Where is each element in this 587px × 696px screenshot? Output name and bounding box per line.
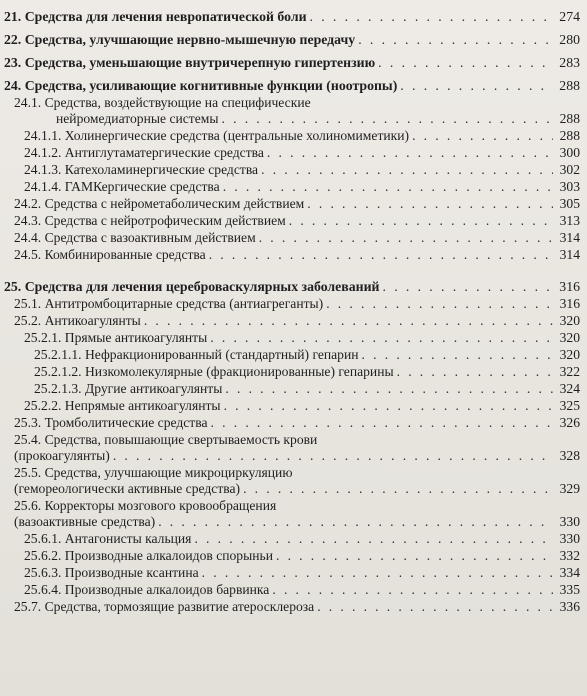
toc-leader <box>317 599 553 615</box>
toc-entry-25-2 <box>4 313 580 329</box>
toc-entry-24-1-4 <box>4 179 580 195</box>
toc-page: 313 <box>559 213 580 228</box>
toc-page: 316 <box>559 296 580 311</box>
toc-title: 24. Средства, усиливающие когнитивные функции (ноотропы) <box>4 78 398 93</box>
toc-leader <box>326 296 553 312</box>
toc-page: 332 <box>559 548 580 563</box>
toc-title: 25.3. Тромболитические средства <box>14 415 208 430</box>
table-of-contents <box>4 6 580 615</box>
toc-leader <box>267 145 553 161</box>
toc-title: 25.2.1.3. Другие антикоагулянты <box>34 381 223 396</box>
toc-entry-24-3 <box>4 213 580 229</box>
toc-title: 25.6.3. Производные ксантина <box>24 565 199 580</box>
toc-leader <box>259 230 553 246</box>
toc-title: 23. Средства, уменьшающие внутричерепную гипертензию <box>4 55 376 70</box>
toc-title: 25.2.1.1. Нефракционированный (стандартный) гепарин <box>34 347 359 362</box>
toc-leader <box>202 565 553 581</box>
toc-title: 25.2.2. Непрямые антикоагулянты <box>24 398 221 413</box>
toc-leader <box>113 448 553 464</box>
toc-page: 336 <box>559 599 580 614</box>
toc-leader <box>243 481 553 497</box>
toc-leader <box>276 548 553 564</box>
toc-entry-24-4 <box>4 230 580 246</box>
toc-title: 24.1.3. Катехоламинергические средства <box>24 162 259 177</box>
toc-leader <box>358 32 553 48</box>
toc-entry-25-2-2 <box>4 398 580 414</box>
toc-entry-24-2 <box>4 196 580 212</box>
toc-entry-25 <box>4 279 580 295</box>
toc-page: 288 <box>559 111 580 126</box>
toc-leader <box>225 381 553 397</box>
toc-page: 329 <box>559 481 580 496</box>
toc-entry-line <box>14 481 580 497</box>
toc-title: 25.4. Средства, повышающие свертываемость крови <box>14 432 318 447</box>
toc-title: 22. Средства, улучшающие нервно-мышечную передачу <box>4 32 356 47</box>
toc-page: 300 <box>559 145 580 160</box>
toc-page: 320 <box>559 330 580 345</box>
toc-entry-24-1-2 <box>4 145 580 161</box>
toc-entry-24 <box>4 78 580 94</box>
toc-entry-25-2-1-1 <box>4 347 580 363</box>
toc-page: 316 <box>559 279 580 294</box>
toc-entry-25-4 <box>4 432 580 464</box>
toc-title: 24.5. Комбинированные средства <box>14 247 206 262</box>
toc-leader <box>272 582 553 598</box>
toc-entry-25-6-2 <box>4 548 580 564</box>
toc-page: 288 <box>559 78 580 93</box>
toc-title: 24.1.1. Холинергические средства (центральные холиномиметики) <box>24 128 410 143</box>
toc-leader <box>289 213 553 229</box>
toc-leader <box>362 347 553 363</box>
toc-title: 25.6.1. Антагонисты кальция <box>24 531 192 546</box>
toc-entry-25-6-3 <box>4 565 580 581</box>
toc-page: 280 <box>559 32 580 47</box>
toc-entry-22 <box>4 32 580 48</box>
toc-page: 283 <box>559 55 580 70</box>
toc-title: 25.2. Антикоагулянты <box>14 313 141 328</box>
toc-entry-25-7 <box>4 599 580 615</box>
toc-title: 25.6. Корректоры мозгового кровообращения <box>14 498 277 513</box>
toc-page: 330 <box>559 514 580 529</box>
toc-title: 25.2.1.2. Низкомолекулярные (фракционированные) гепарины <box>34 364 394 379</box>
toc-entry-25-6-4 <box>4 582 580 598</box>
toc-title: 24.4. Средства с вазоактивным действием <box>14 230 256 245</box>
toc-leader <box>261 162 553 178</box>
toc-title: 24.1.2. Антиглутаматергические средства <box>24 145 264 160</box>
toc-leader <box>158 514 553 530</box>
toc-page: 325 <box>559 398 580 413</box>
toc-title: 24.1. Средства, воздействующие на специфические <box>14 95 311 110</box>
toc-leader <box>210 330 553 346</box>
toc-page: 326 <box>559 415 580 430</box>
toc-entry-23 <box>4 55 580 71</box>
toc-page: 274 <box>559 9 580 24</box>
toc-leader <box>400 78 553 94</box>
toc-entry-line <box>14 448 580 464</box>
toc-title: 25.6.4. Производные алкалоидов барвинка <box>24 582 270 597</box>
toc-leader <box>378 55 553 71</box>
toc-page: 334 <box>559 565 580 580</box>
toc-entry-24-1 <box>4 95 580 127</box>
toc-title: 25.2.1. Прямые антикоагулянты <box>24 330 208 345</box>
toc-leader <box>397 364 553 380</box>
toc-entry-25-5 <box>4 465 580 497</box>
toc-title: 21. Средства для лечения невропатической боли <box>4 9 307 24</box>
toc-leader <box>144 313 553 329</box>
toc-leader <box>224 398 553 414</box>
toc-page: 320 <box>559 313 580 328</box>
toc-page: 322 <box>559 364 580 379</box>
toc-entry-25-6-1 <box>4 531 580 547</box>
toc-entry-25-2-1 <box>4 330 580 346</box>
toc-leader <box>223 179 553 195</box>
toc-leader <box>310 9 553 25</box>
toc-page: 330 <box>559 531 580 546</box>
toc-entry-24-5 <box>4 247 580 263</box>
toc-entry-25-3 <box>4 415 580 431</box>
toc-title: 24.2. Средства с нейрометаболическим действием <box>14 196 305 211</box>
toc-page: 320 <box>559 347 580 362</box>
toc-entry-25-6 <box>4 498 580 530</box>
toc-leader <box>307 196 553 212</box>
toc-title-continued: (прокоагулянты) <box>14 448 110 463</box>
toc-entry-line <box>14 111 580 127</box>
toc-page: 302 <box>559 162 580 177</box>
toc-entry-line <box>14 514 580 530</box>
toc-page: 288 <box>559 128 580 143</box>
toc-leader <box>222 111 554 127</box>
toc-title-continued: (гемореологически активные средства) <box>14 481 241 496</box>
toc-page: 324 <box>559 381 580 396</box>
toc-title: 24.3. Средства с нейротрофическим действием <box>14 213 286 228</box>
toc-leader <box>383 279 554 295</box>
toc-leader <box>412 128 553 144</box>
toc-entry-24-1-1 <box>4 128 580 144</box>
toc-page: 305 <box>559 196 580 211</box>
toc-entry-25-2-1-2 <box>4 364 580 380</box>
toc-title-continued: (вазоактивные средства) <box>14 514 156 529</box>
toc-title: 25.1. Антитромбоцитарные средства (антиагреганты) <box>14 296 324 311</box>
toc-entry-21 <box>4 9 580 25</box>
toc-title: 24.1.4. ГАМКергические средства <box>24 179 220 194</box>
toc-leader <box>211 415 553 431</box>
toc-page: 335 <box>559 582 580 597</box>
toc-page: 314 <box>559 247 580 262</box>
toc-page: 314 <box>559 230 580 245</box>
toc-title: 25.5. Средства, улучшающие микроциркуляцию <box>14 465 293 480</box>
toc-entry-25-2-1-3 <box>4 381 580 397</box>
toc-page: 303 <box>559 179 580 194</box>
toc-title: 25.7. Средства, тормозящие развитие атеросклероза <box>14 599 315 614</box>
toc-leader <box>194 531 553 547</box>
toc-title: 25. Средства для лечения цереброваскулярных заболеваний <box>4 279 380 294</box>
toc-leader <box>209 247 553 263</box>
toc-title-continued: нейромедиаторные системы <box>56 111 219 126</box>
toc-title: 25.6.2. Производные алкалоидов спорыньи <box>24 548 273 563</box>
toc-entry-25-1 <box>4 296 580 312</box>
toc-page: 328 <box>559 448 580 463</box>
toc-entry-24-1-3 <box>4 162 580 178</box>
